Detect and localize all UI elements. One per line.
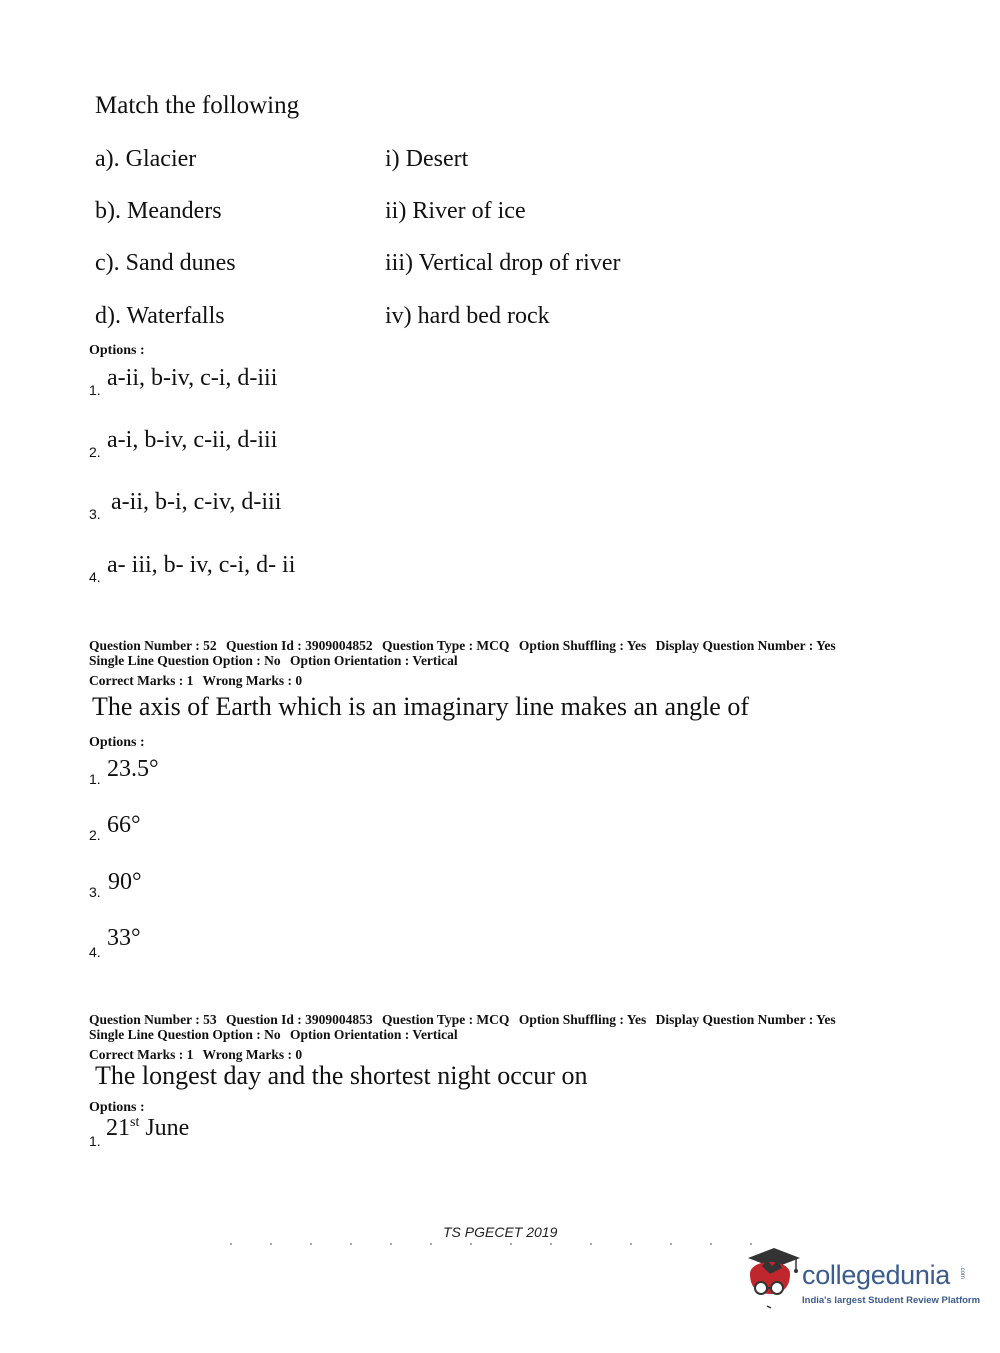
question-meta-line-1 bbox=[89, 1012, 842, 1027]
match-right-item-iv: iv) hard bed rock bbox=[385, 303, 550, 329]
correct-marks: Correct Marks : 1 bbox=[89, 1047, 194, 1062]
match-title: Match the following bbox=[95, 92, 300, 119]
meta-question-number: Question Number : 52 bbox=[89, 638, 217, 653]
question-text: The longest day and the shortest night occur on bbox=[95, 1061, 588, 1090]
meta-question-number: Question Number : 53 bbox=[89, 1012, 217, 1027]
option-number: 1. bbox=[89, 382, 101, 398]
options-label: Options : bbox=[89, 1100, 145, 1115]
collegedunia-logo bbox=[740, 1244, 981, 1324]
meta-option-shuffling: Option Shuffling : Yes bbox=[518, 1012, 647, 1027]
meta-question-type: Question Type : MCQ bbox=[382, 638, 510, 653]
match-left-item-c: c). Sand dunes bbox=[95, 250, 236, 276]
option-number: 4. bbox=[89, 569, 101, 585]
option-number: 2. bbox=[89, 827, 101, 843]
option-number: 4. bbox=[89, 944, 101, 960]
mascot-icon bbox=[740, 1244, 802, 1316]
option-text: 90° bbox=[108, 869, 142, 895]
option-number: 2. bbox=[89, 444, 101, 460]
meta-question-id: Question Id : 3909004852 bbox=[226, 638, 373, 653]
option-text-rest: June bbox=[139, 1115, 190, 1141]
option-text: 66° bbox=[107, 812, 141, 838]
option-number: 1. bbox=[89, 771, 101, 787]
meta-question-id: Question Id : 3909004853 bbox=[226, 1012, 373, 1027]
match-left-item-b: b). Meanders bbox=[95, 198, 222, 224]
question-marks bbox=[89, 1047, 842, 1062]
wrong-marks: Wrong Marks : 0 bbox=[202, 1047, 303, 1062]
wrong-marks: Wrong Marks : 0 bbox=[202, 673, 303, 688]
option-text: 33° bbox=[107, 925, 141, 951]
meta-question-type: Question Type : MCQ bbox=[382, 1012, 510, 1027]
option-text-main: 21 bbox=[106, 1115, 130, 1141]
question-meta-line-2 bbox=[89, 1027, 842, 1042]
question-marks bbox=[89, 673, 842, 688]
question-meta-line-1 bbox=[89, 638, 842, 653]
match-left-item-a: a). Glacier bbox=[95, 146, 197, 172]
option-text bbox=[106, 1115, 189, 1142]
meta-option-orientation: Option Orientation : Vertical bbox=[290, 653, 458, 668]
option-text-superscript: st bbox=[130, 1115, 140, 1130]
option-text: a-i, b-iv, c-ii, d-iii bbox=[107, 427, 278, 453]
match-right-item-iii: iii) Vertical drop of river bbox=[385, 250, 621, 276]
options-label: Options : bbox=[89, 343, 145, 358]
option-number: 3. bbox=[89, 506, 101, 522]
meta-single-line-option: Single Line Question Option : No bbox=[89, 1027, 281, 1042]
match-right-item-i: i) Desert bbox=[385, 146, 469, 172]
option-text: a-ii, b-i, c-iv, d-iii bbox=[111, 489, 282, 515]
logo-tagline: India's largest Student Review Platform bbox=[802, 1295, 981, 1306]
question-meta bbox=[89, 638, 842, 688]
option-text: 23.5° bbox=[107, 756, 159, 782]
footer-text: TS PGECET 2019 bbox=[443, 1224, 558, 1240]
option-number: 1. bbox=[89, 1133, 101, 1149]
option-text: a- iii, b- iv, c-i, d- ii bbox=[107, 552, 296, 578]
meta-display-question-number: Display Question Number : Yes bbox=[655, 638, 836, 653]
correct-marks: Correct Marks : 1 bbox=[89, 673, 194, 688]
meta-option-shuffling: Option Shuffling : Yes bbox=[518, 638, 647, 653]
meta-display-question-number: Display Question Number : Yes bbox=[655, 1012, 836, 1027]
options-label: Options : bbox=[89, 735, 145, 750]
option-text: a-ii, b-iv, c-i, d-iii bbox=[107, 365, 278, 391]
meta-option-orientation: Option Orientation : Vertical bbox=[290, 1027, 458, 1042]
logo-wordmark: collegedunia bbox=[802, 1260, 951, 1290]
logo-domain-suffix: .com bbox=[959, 1266, 965, 1280]
option-number: 3. bbox=[89, 884, 101, 900]
footer-dotted-rule bbox=[230, 1242, 790, 1246]
question-text: The axis of Earth which is an imaginary line makes an angle of bbox=[92, 692, 750, 721]
question-meta bbox=[89, 1012, 842, 1062]
match-right-item-ii: ii) River of ice bbox=[385, 198, 526, 224]
meta-single-line-option: Single Line Question Option : No bbox=[89, 653, 281, 668]
match-left-item-d: d). Waterfalls bbox=[95, 303, 225, 329]
question-meta-line-2 bbox=[89, 653, 842, 668]
